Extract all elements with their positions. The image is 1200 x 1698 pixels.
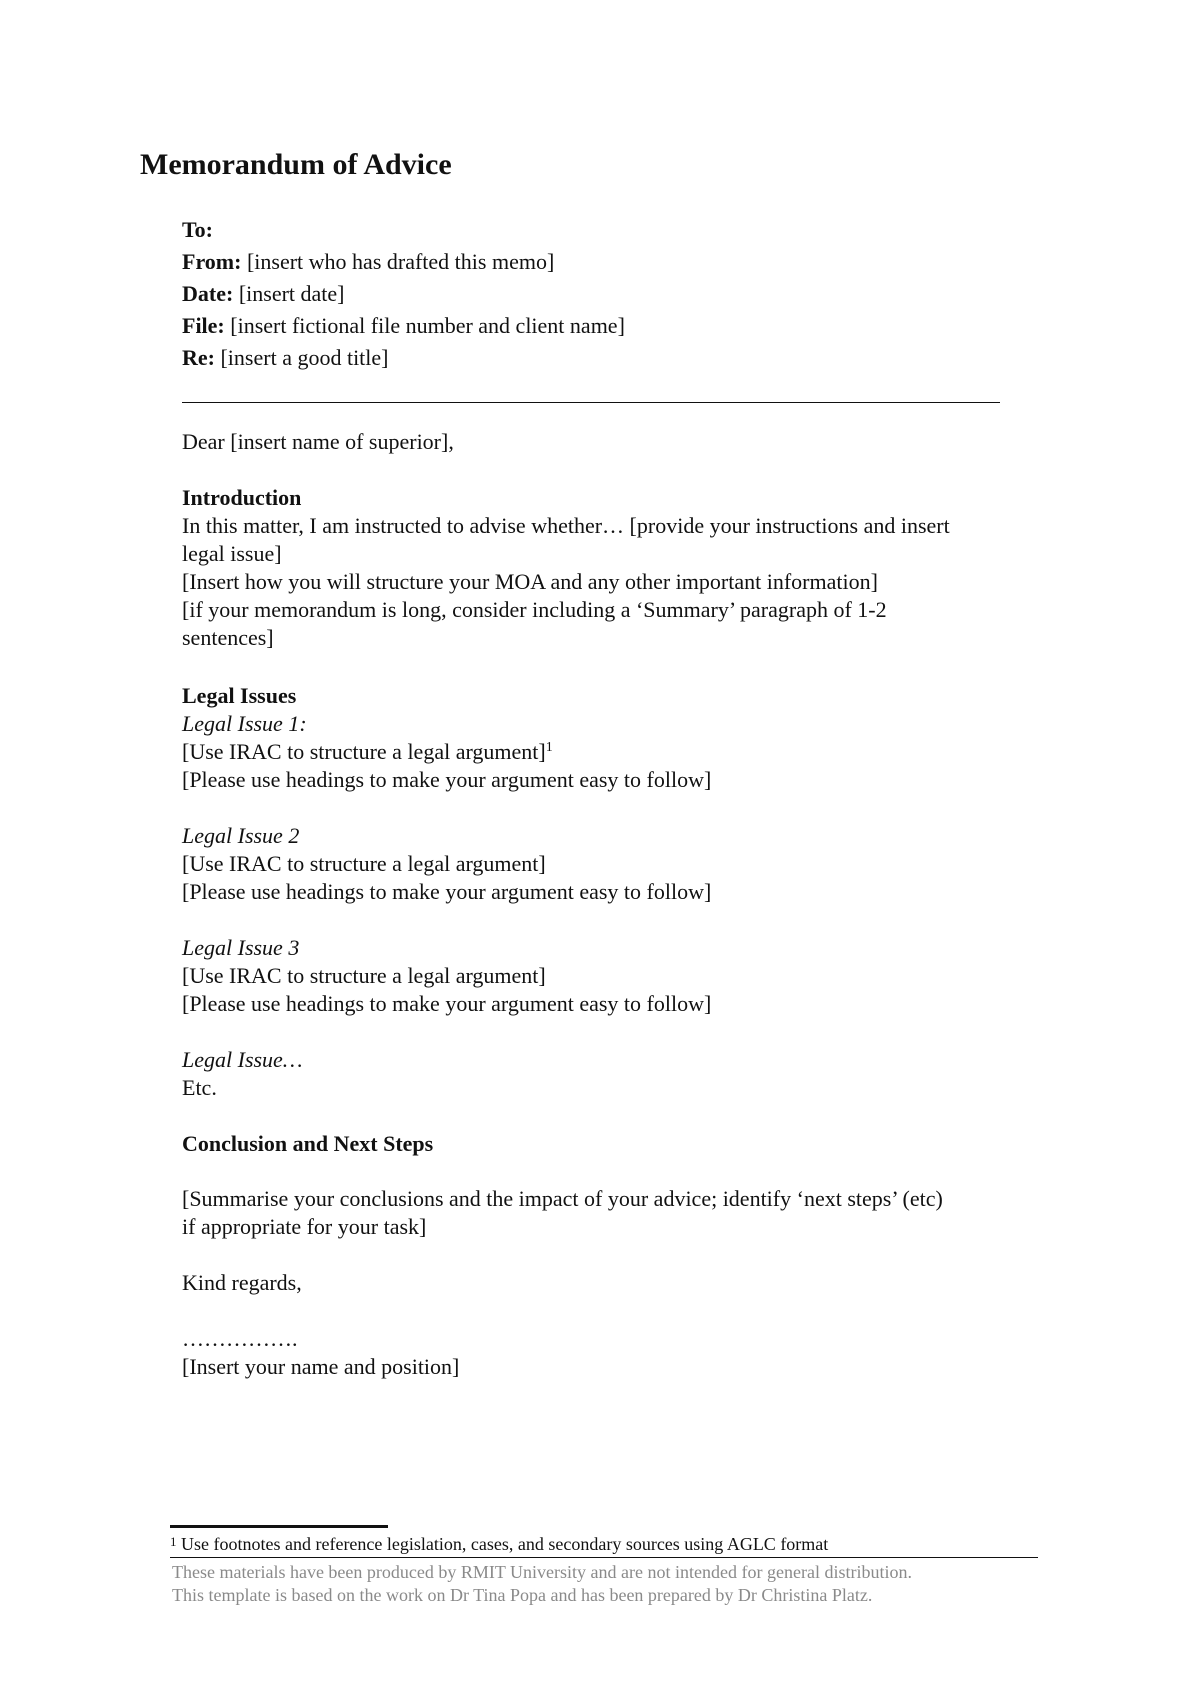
file-value: [insert fictional file number and client name] — [224, 313, 625, 338]
legal-issue-2-line: [Please use headings to make your argument easy to follow] — [182, 879, 712, 904]
legal-issue-3-title: Legal Issue 3 — [182, 935, 300, 960]
introduction-line: In this matter, I am instructed to advise whether… [provide your instructions and insert — [182, 513, 950, 538]
to-line — [182, 214, 213, 246]
introduction-line: sentences] — [182, 625, 274, 650]
re-label: Re: — [182, 345, 215, 370]
legal-issue-more-title: Legal Issue… — [182, 1047, 303, 1072]
legal-issue-1-line — [182, 738, 553, 766]
date-label: Date: — [182, 281, 234, 306]
legal-issue-more-line: Etc. — [182, 1075, 217, 1100]
conclusion-line: if appropriate for your task] — [182, 1214, 427, 1239]
legal-issue-1-line: [Please use headings to make your argument easy to follow] — [182, 767, 712, 792]
date-line — [182, 278, 344, 310]
footnote-reference[interactable]: 1 — [545, 740, 553, 755]
date-value: [insert date] — [233, 281, 345, 306]
file-line — [182, 310, 625, 342]
introduction-line: [if your memorandum is long, consider including a ‘Summary’ paragraph of 1-2 — [182, 597, 887, 622]
to-label: To: — [182, 217, 213, 242]
legal-issue-1-text: [Use IRAC to structure a legal argument] — [182, 739, 546, 764]
introduction-heading: Introduction — [182, 485, 302, 510]
introduction-line: legal issue] — [182, 541, 282, 566]
salutation: Dear [insert name of superior], — [182, 429, 454, 454]
legal-issue-1-title: Legal Issue 1: — [182, 711, 307, 736]
footer-divider — [170, 1557, 1038, 1558]
introduction-line: [Insert how you will structure your MOA and any other important information] — [182, 569, 878, 594]
footnote-separator — [170, 1525, 388, 1528]
from-label: From: — [182, 249, 242, 274]
header-divider — [182, 402, 1000, 403]
footer-line: This template is based on the work on Dr Tina Popa and has been prepared by Dr Christina Platz. — [172, 1585, 873, 1605]
from-line — [182, 246, 554, 278]
legal-issue-2-line: [Use IRAC to structure a legal argument] — [182, 851, 546, 876]
legal-issue-3-line: [Use IRAC to structure a legal argument] — [182, 963, 546, 988]
legal-issue-2-title: Legal Issue 2 — [182, 823, 300, 848]
kind-regards: Kind regards, — [182, 1270, 302, 1295]
legal-issues-heading: Legal Issues — [182, 683, 297, 708]
file-label: File: — [182, 313, 225, 338]
conclusion-heading: Conclusion and Next Steps — [182, 1131, 434, 1156]
legal-issue-3-line: [Please use headings to make your argument easy to follow] — [182, 991, 712, 1016]
re-value: [insert a good title] — [214, 345, 389, 370]
page-title: Memorandum of Advice — [140, 148, 452, 181]
footnote-text: Use footnotes and reference legislation, cases, and secondary sources using AGLC format — [176, 1534, 829, 1554]
signature-name: [Insert your name and position] — [182, 1354, 460, 1379]
footnote — [170, 1533, 828, 1555]
signature-dots: ……………. — [182, 1326, 298, 1351]
conclusion-line: [Summarise your conclusions and the impact of your advice; identify ‘next steps’ (etc) — [182, 1186, 943, 1211]
footer-line: These materials have been produced by RMIT University and are not intended for general distribution. — [172, 1562, 912, 1582]
from-value: [insert who has drafted this memo] — [241, 249, 555, 274]
re-line — [182, 342, 389, 374]
footnote-number: 1 — [170, 1534, 177, 1549]
